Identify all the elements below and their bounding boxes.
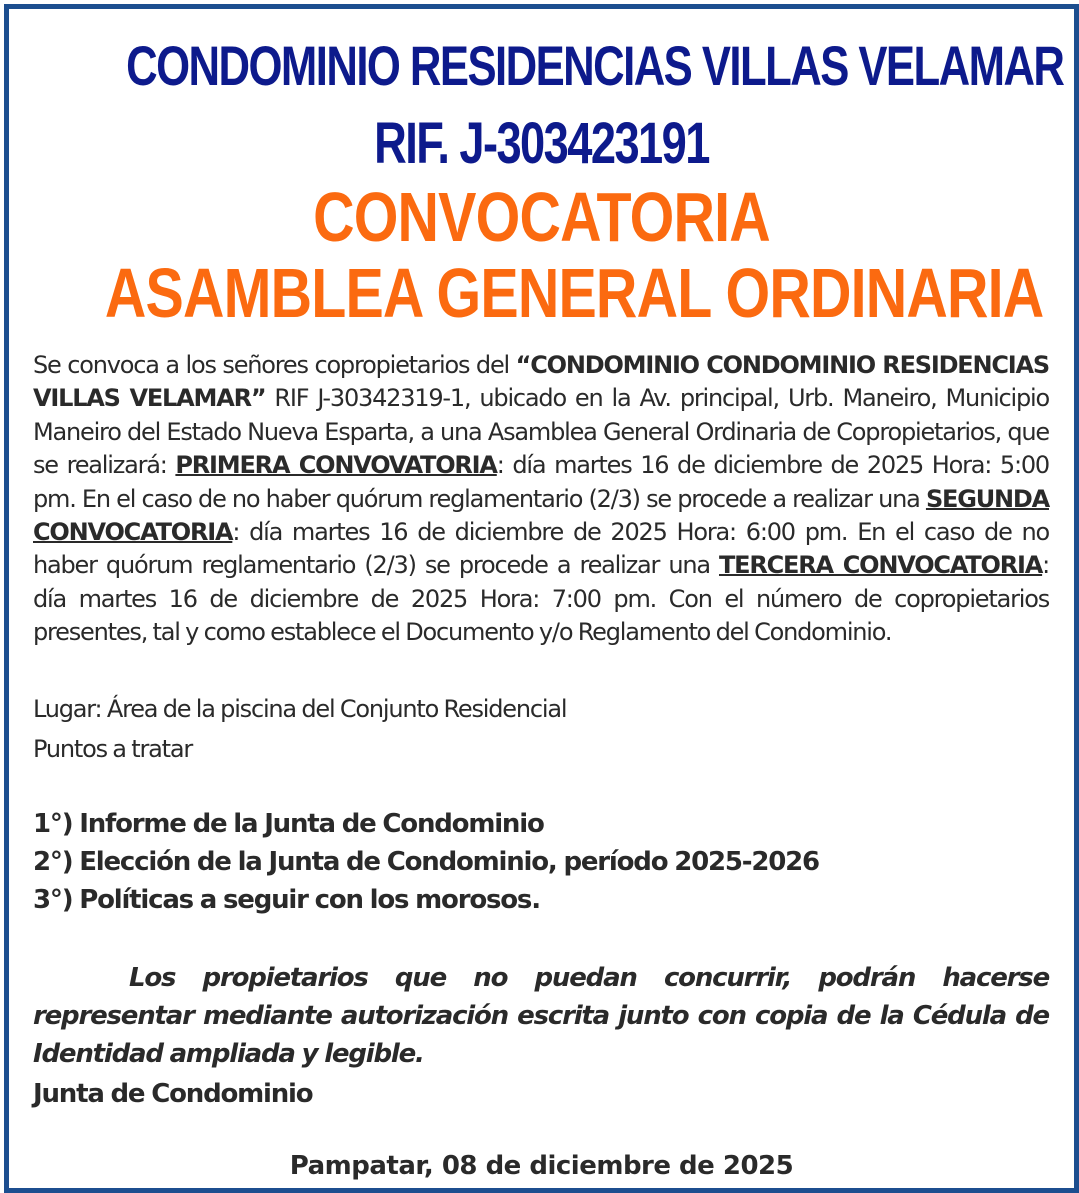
intro-text-2: RIF J-30342319-1, ubicado en la Av. principal, Urb. Maneiro, Municipio Maneiro del Estado Nueva Esparta, a una Asamblea General Ordinaria de Copropietarios, que se realizará: — [33, 384, 1049, 480]
agenda-item: 2°) Elección de la Junta de Condominio, período 2025-2026 — [33, 847, 819, 877]
condo-name-heading: CONDOMINIO RESIDENCIAS VILLAS VELAMAR — [126, 34, 1064, 97]
agenda-list — [33, 805, 1049, 919]
condo-name-bold: “CONDOMINIO CONDOMINIO RESIDENCIAS VILLAS VELAMAR” — [33, 351, 1049, 413]
points-label: Puntos a tratar — [33, 735, 193, 763]
intro-text-3: : día martes 16 de diciembre de 2025 Hora: 5:00 pm. En el caso de no haber quórum reglamentario (2/3) se procede a realizar una — [33, 451, 1049, 513]
agenda-item: 3°) Políticas a seguir con los morosos. — [33, 885, 540, 915]
intro-text-1: Se convoca a los señores copropietarios del — [33, 351, 516, 379]
second-call-label: SEGUNDA CONVOCATORIA — [33, 484, 1049, 547]
intro-text-5: : día martes 16 de diciembre de 2025 Hora: 7:00 pm. Con el número de copropietarios presentes, tal y como establece el Documento y/o Reglamento del Condominio. — [33, 551, 1049, 647]
signature: Junta de Condominio — [33, 1079, 313, 1109]
intro-text-4: : día martes 16 de diciembre de 2025 Hora: 6:00 pm. En el caso de no haber quórum reglamentario (2/3) se procede a realizar una — [33, 518, 1049, 580]
agenda-item: 1°) Informe de la Junta de Condominio — [33, 809, 544, 839]
issue-date: Pampatar, 08 de diciembre de 2025 — [289, 1151, 794, 1181]
first-call-label: PRIMERA CONVOVATORIA — [175, 451, 497, 480]
assembly-subtitle: ASAMBLEA GENERAL ORDINARIA — [104, 254, 1044, 332]
rif-heading: RIF. J-303423191 — [374, 111, 709, 176]
intro-paragraph — [33, 349, 1049, 650]
notice-frame — [4, 4, 1079, 1193]
meeting-place: Lugar: Área de la piscina del Conjunto Residencial — [33, 695, 567, 723]
convocatoria-title: CONVOCATORIA — [313, 178, 770, 256]
proxy-notice: Los propietarios que no puedan concurrir, podrán hacerse representar mediante autorización escrita junto con copia de la Cédula de Identidad ampliada y legible. — [33, 963, 1049, 1069]
third-call-label: TERCERA CONVOCATORIA — [719, 551, 1043, 580]
